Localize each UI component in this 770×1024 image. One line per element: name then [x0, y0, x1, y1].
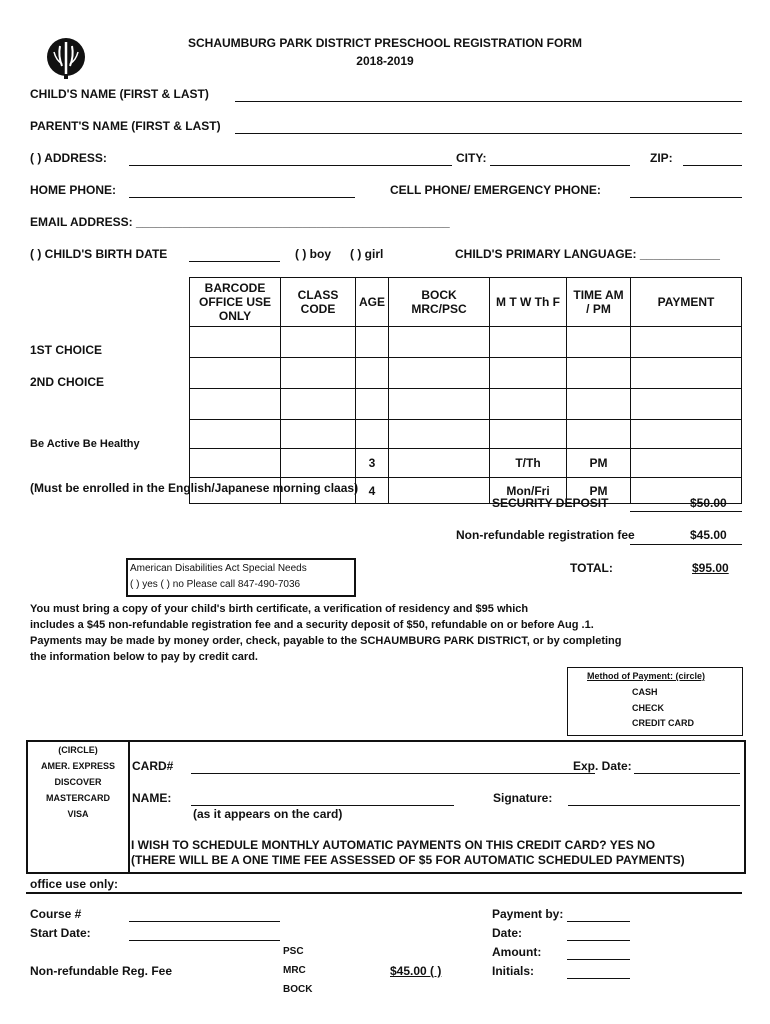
- header-payment: PAYMENT: [631, 278, 742, 327]
- amount-label: Amount:: [492, 945, 542, 959]
- total-label: TOTAL:: [570, 561, 613, 575]
- exp-date-field[interactable]: [634, 773, 740, 774]
- table-row[interactable]: [190, 389, 742, 420]
- initials-label: Initials:: [492, 964, 535, 978]
- age-cell: 3: [356, 449, 389, 478]
- card-visa[interactable]: VISA: [67, 809, 89, 819]
- card-name-field[interactable]: [191, 805, 454, 806]
- payment-by-field[interactable]: [567, 921, 630, 922]
- active-program-label: Be Active Be Healthy: [30, 438, 140, 450]
- header-class-code: CLASS CODE: [281, 278, 356, 327]
- header-time: TIME AM / PM: [567, 278, 631, 327]
- registration-fee-value: $45.00: [690, 528, 727, 542]
- office-date-label: Date:: [492, 926, 523, 940]
- auto-payment-fee-note: (THERE WILL BE A ONE TIME FEE ASSESSED OF $5 FOR AUTOMATIC SCHEDULED PAYMENTS): [131, 853, 685, 867]
- first-choice-label: 1ST CHOICE: [30, 343, 103, 357]
- card-name-label: NAME:: [132, 791, 172, 805]
- ada-title: American Disabilities Act Special Needs: [130, 563, 307, 574]
- office-fee-value[interactable]: $45.00 ( ): [390, 964, 442, 978]
- girl-option[interactable]: ( ) girl: [350, 247, 384, 261]
- header-barcode: BARCODE OFFICE USE ONLY: [190, 278, 281, 327]
- email-label[interactable]: EMAIL ADDRESS: _______________________________________________: [30, 215, 450, 229]
- cell-phone-label: CELL PHONE/ EMERGENCY PHONE:: [390, 183, 601, 197]
- office-use-title: office use only:: [30, 877, 119, 891]
- days-cell: T/Th: [490, 449, 567, 478]
- card-type-divider: [128, 742, 130, 872]
- child-name-field[interactable]: [235, 101, 742, 102]
- card-number-field[interactable]: [191, 773, 595, 774]
- payment-option-credit-card[interactable]: CREDIT CARD: [632, 718, 694, 728]
- course-number-label: Course #: [30, 907, 82, 921]
- home-phone-field[interactable]: [129, 197, 355, 198]
- payment-method-title: Method of Payment: (circle): [587, 671, 706, 681]
- header-age: AGE: [356, 278, 389, 327]
- primary-language-label[interactable]: CHILD'S PRIMARY LANGUAGE: ____________: [455, 247, 720, 261]
- signature-label: Signature:: [493, 791, 553, 805]
- table-row[interactable]: [190, 327, 742, 358]
- psc-label: PSC: [283, 946, 304, 957]
- card-name-hint: (as it appears on the card): [193, 807, 343, 821]
- fee-underline: [630, 544, 742, 545]
- ada-box[interactable]: [126, 558, 356, 597]
- city-field[interactable]: [490, 165, 630, 166]
- time-cell: PM: [567, 449, 631, 478]
- start-date-label: Start Date:: [30, 926, 91, 940]
- registration-fee-label: Non-refundable registration fee: [456, 528, 635, 542]
- home-phone-label: HOME PHONE:: [30, 183, 117, 197]
- form-title: SCHAUMBURG PARK DISTRICT PRESCHOOL REGISTRATION FORM: [187, 36, 582, 50]
- card-circle-label: (CIRCLE): [58, 745, 98, 755]
- birth-date-field[interactable]: [189, 261, 280, 262]
- parent-name-field[interactable]: [235, 133, 742, 134]
- signature-field[interactable]: [568, 805, 740, 806]
- table-row-active-age-3[interactable]: [190, 449, 742, 478]
- days-cell: Mon/Fri: [490, 478, 567, 504]
- office-reg-fee-label: Non-refundable Reg. Fee: [30, 964, 173, 978]
- payment-option-cash[interactable]: CASH: [632, 687, 658, 697]
- payment-method-box: [567, 667, 743, 736]
- address-field[interactable]: [129, 165, 452, 166]
- mrc-label: MRC: [283, 965, 306, 976]
- bock-label: BOCK: [283, 984, 313, 995]
- enrollment-note: (Must be enrolled in the English/Japanese morning claas): [30, 481, 359, 495]
- table-row[interactable]: [190, 358, 742, 389]
- card-amex[interactable]: AMER. EXPRESS: [40, 761, 116, 771]
- boy-option[interactable]: ( ) boy: [295, 247, 331, 261]
- exp-date-label: Exp. Date:: [573, 759, 632, 773]
- form-year: 2018-2019: [356, 54, 414, 68]
- course-number-field[interactable]: [129, 921, 280, 922]
- security-deposit-label: SECURITY DEPOSIT: [492, 496, 609, 510]
- zip-label: ZIP:: [650, 151, 673, 165]
- instruction-line: You must bring a copy of your child's birth certificate, a verification of residency and $95 which: [30, 603, 529, 615]
- age-cell: 4: [356, 478, 389, 504]
- cell-phone-field[interactable]: [630, 197, 742, 198]
- time-cell: PM: [567, 478, 631, 504]
- total-value: $95.00: [692, 561, 729, 575]
- class-table: [189, 277, 742, 504]
- card-number-label: CARD#: [132, 759, 174, 773]
- deposit-underline: [630, 511, 742, 512]
- instruction-line: includes a $45 non-refundable registration fee and a security deposit of $50, refundable on or before Aug .1.: [30, 619, 594, 631]
- table-row[interactable]: [190, 420, 742, 449]
- header-days: M T W Th F: [490, 278, 567, 327]
- zip-field[interactable]: [683, 165, 742, 166]
- initials-field[interactable]: [567, 978, 630, 979]
- instruction-line: Payments may be made by money order, check, payable to the SCHAUMBURG PARK DISTRICT, or by completing: [30, 635, 622, 647]
- ada-options[interactable]: ( ) yes ( ) no Please call 847-490-7036: [130, 579, 301, 590]
- child-name-label: CHILD'S NAME (FIRST & LAST): [30, 87, 209, 101]
- payment-by-label: Payment by:: [492, 907, 564, 921]
- city-label: CITY:: [456, 151, 487, 165]
- second-choice-label: 2ND CHOICE: [30, 375, 105, 389]
- start-date-field[interactable]: [129, 940, 280, 941]
- amount-field[interactable]: [567, 959, 630, 960]
- security-deposit-value: $50.00: [690, 496, 727, 510]
- parent-name-label: PARENT'S NAME (FIRST & LAST): [30, 119, 221, 133]
- address-label: ( ) ADDRESS:: [30, 151, 107, 165]
- payment-option-check[interactable]: CHECK: [632, 703, 665, 713]
- credit-card-box: [26, 740, 746, 874]
- card-mastercard[interactable]: MASTERCARD: [46, 793, 110, 803]
- table-header-row: [190, 278, 742, 327]
- office-divider: [26, 892, 742, 894]
- card-discover[interactable]: DISCOVER: [54, 777, 102, 787]
- instruction-line: the information below to pay by credit card.: [30, 651, 258, 663]
- birth-date-label: ( ) CHILD'S BIRTH DATE: [30, 247, 168, 261]
- header-location: BOCK MRC/PSC: [389, 278, 490, 327]
- auto-payment-question[interactable]: I WISH TO SCHEDULE MONTHLY AUTOMATIC PAYMENTS ON THIS CREDIT CARD? YES NO: [131, 838, 656, 852]
- office-date-field[interactable]: [567, 940, 630, 941]
